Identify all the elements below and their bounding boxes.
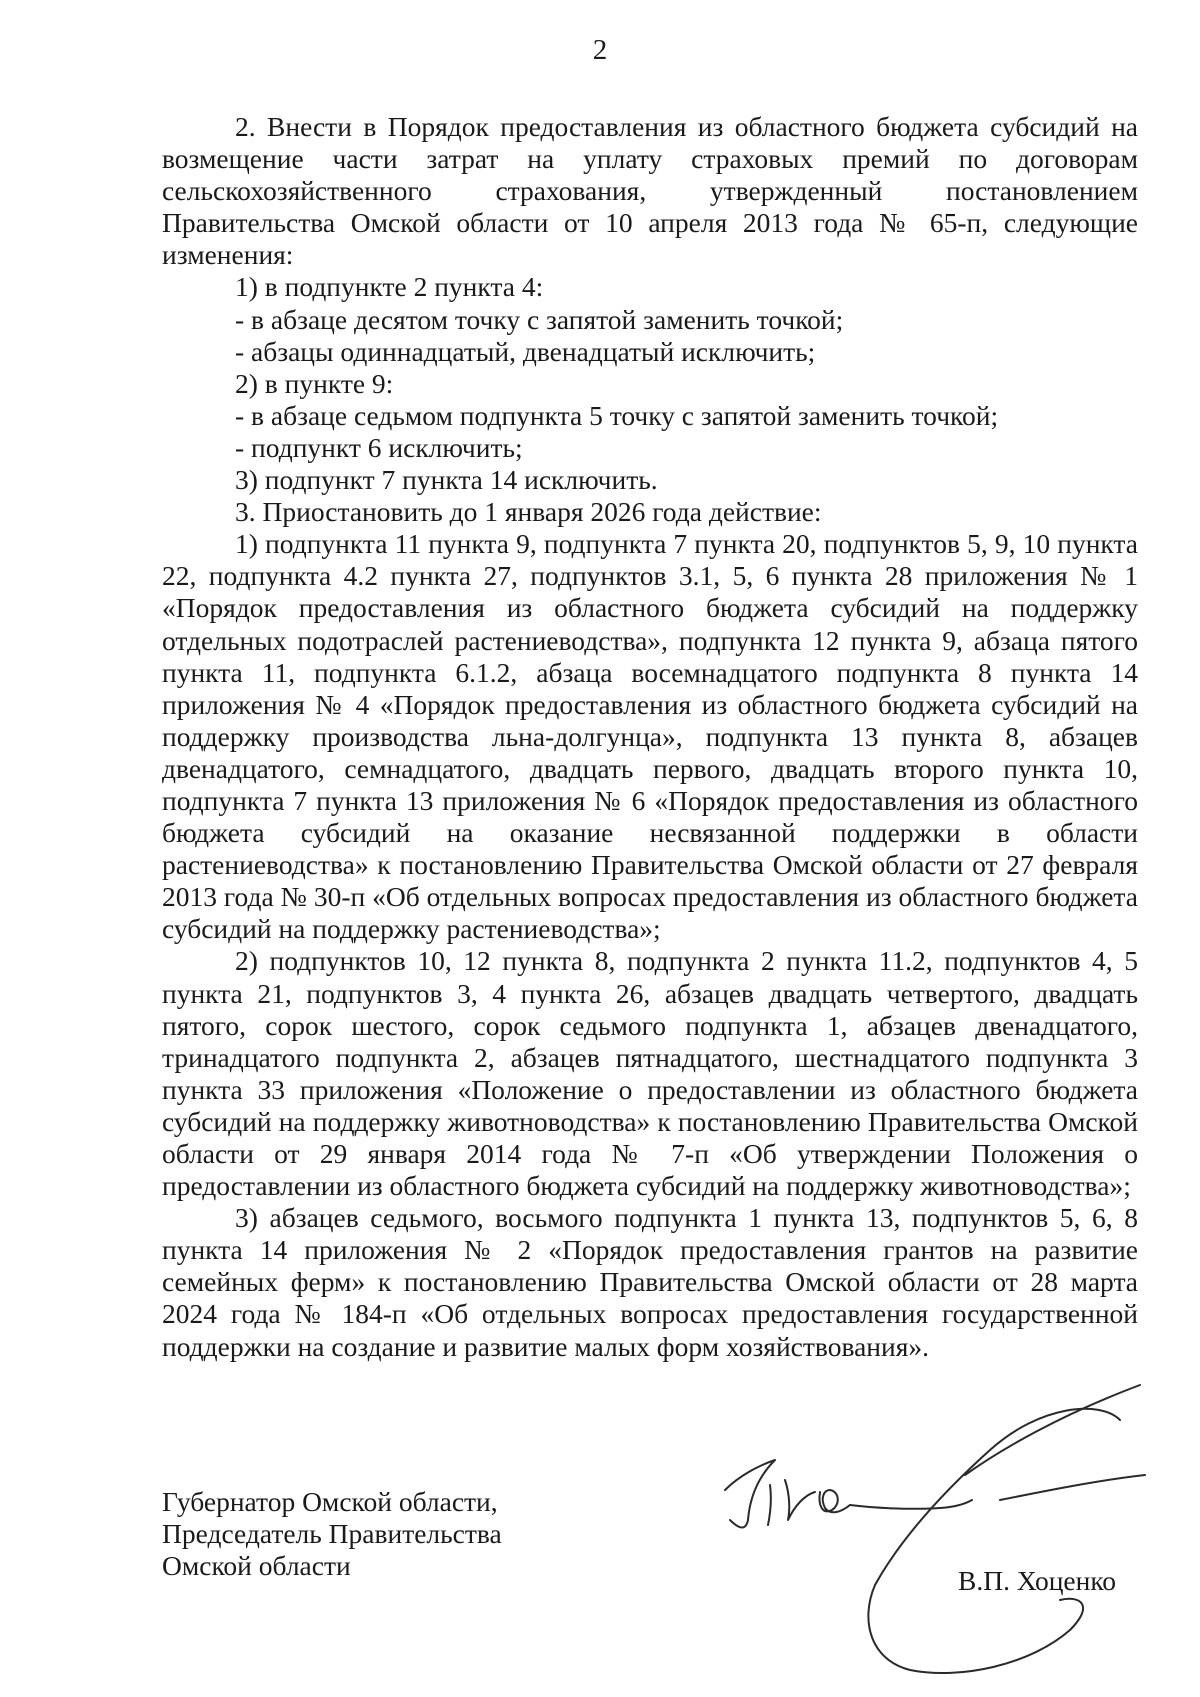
dash-item: - абзацы одиннадцатый, двенадцатый исключить;	[235, 335, 816, 367]
dash-item: - в абзаце седьмом подпункта 5 точку с запятой заменить точкой;	[235, 399, 999, 431]
subitem-1: 1) в подпункте 2 пункта 4:	[235, 271, 544, 303]
suspension-item-2: 2) подпунктов 10, 12 пункта 8, подпункта 2 пункта 11.2, подпунктов 4, 5 пункта 21, подпунктов 3, 4 пункта 26, абзацев двадцать четвертого, двадцать пятого, сорок шестого, сорок седьмого подпункта 1, абзацев двенадцатого, тринадцатого подпункта 2, абзацев пятнадцатого, шестнадцатого подпункта 3 пункта 33 приложения «Положение о предоставлении из областного бюджета субсидий на поддержку животноводства» к постановлению Правительства Омской области от 29 января 2014 года № 7-п «Об утверждении Положения о предоставлении из областного бюджета субсидий на поддержку животноводства»;	[162, 945, 1138, 1202]
suspension-item-1: 1) подпункта 11 пункта 9, подпункта 7 пункта 20, подпунктов 5, 9, 10 пункта 22, подпункта 4.2 пункта 27, подпунктов 3.1, 5, 6 пункта 28 приложения № 1 «Порядок предоставления из областного бюджета субсидий на поддержку отдельных подотраслей растениеводства», подпункта 12 пункта 9, абзаца пятого пункта 11, подпункта 6.1.2, абзаца восемнадцатого подпункта 8 пункта 14 приложения № 4 «Порядок предоставления из областного бюджета субсидий на поддержку производства льна-долгунца», подпункта 13 пункта 8, абзацев двенадцатого, семнадцатого, двадцать первого, двадцать второго пункта 10, подпункта 7 пункта 13 приложения № 6 «Порядок предоставления из областного бюджета субсидий на оказание несвязанной поддержки в области растениеводства» к постановлению Правительства Омской области от 27 февраля 2013 года № 30-п «Об отдельных вопросах предоставления из областного бюджета субсидий на поддержку растениеводства»;	[162, 528, 1138, 945]
suspension-item-3: 3) абзацев седьмого, восьмого подпункта 1 пункта 13, подпунктов 5, 6, 8 пункта 14 приложения № 2 «Порядок предоставления грантов на развитие семейных ферм» к постановлению Правительства Омской области от 28 марта 2024 года № 184-п «Об отдельных вопросах предоставления государственной поддержки на создание и развитие малых форм хозяйствования».	[162, 1202, 1138, 1362]
subitem-2: 2) в пункте 9:	[235, 367, 394, 399]
subitem-3: 3) подпункт 7 пункта 14 исключить.	[235, 464, 658, 496]
document-body	[162, 111, 1138, 1363]
page-number: 2	[592, 34, 608, 66]
handwritten-signature	[700, 1380, 1150, 1680]
paragraph-item-3: 3. Приостановить до 1 января 2026 года действие:	[235, 496, 822, 528]
dash-item: - в абзаце десятом точку с запятой заменить точкой;	[235, 303, 844, 335]
signatory-position	[162, 1486, 662, 1582]
paragraph-item-2: 2. Внести в Порядок предоставления из областного бюджета субсидий на возмещение части затрат на уплату страховых премий по договорам сельскохозяйственного страхования, утвержденный постановлением Правительства Омской области от 10 апреля 2013 года № 65-п, следующие изменения:	[162, 111, 1138, 271]
signer-name: В.П. Хоценко	[958, 1565, 1117, 1596]
position-line: Председатель Правительства	[162, 1518, 502, 1550]
position-line: Губернатор Омской области,	[162, 1486, 498, 1517]
dash-item: - подпункт 6 исключить;	[235, 431, 523, 463]
position-line: Омской области	[162, 1550, 351, 1582]
